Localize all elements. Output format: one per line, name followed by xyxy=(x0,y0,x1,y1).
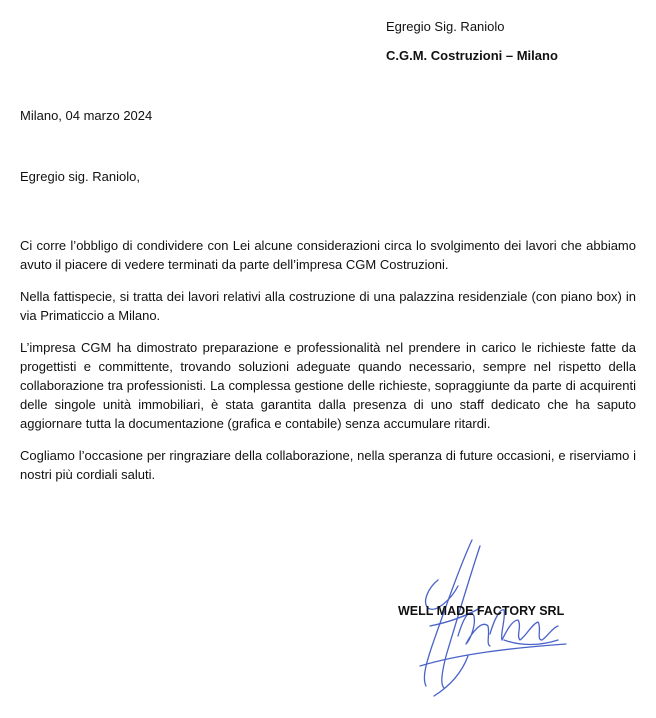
paragraph-3: L’impresa CGM ha dimostrato preparazione e professionalità nel prendere in carico le richieste fatte da progettisti e committente, trovando soluzioni adeguate quando necessario, sempre nel rispetto della collaborazione tra professionisti. La complessa gestione delle richieste, sopraggiunte da parte di acquirenti delle singole unità immobiliari, è stata garantita dalla presenza di uno staff dedicato che ha saputo aggiornare tutta la documentazione (grafica e contabile) senza accumulare ritardi. xyxy=(20,340,636,431)
recipient-name: Egregio Sig. Raniolo xyxy=(386,19,505,34)
handwritten-signature xyxy=(400,536,580,706)
salutation: Egregio sig. Raniolo, xyxy=(20,169,140,184)
paragraph-4: Cogliamo l’occasione per ringraziare della collaborazione, nella speranza di future occasioni, e riserviamo i nostri più cordiali saluti. xyxy=(20,448,636,482)
date-line: Milano, 04 marzo 2024 xyxy=(20,108,153,123)
recipient-company: C.G.M. Costruzioni – Milano xyxy=(386,48,558,63)
paragraph-2: Nella fattispecie, si tratta dei lavori relativi alla costruzione di una palazzina residenziale (con piano box) in via Primaticcio a Milano. xyxy=(20,289,636,323)
sender-name: WELL MADE FACTORY SRL xyxy=(398,604,565,618)
paragraph-1: Ci corre l’obbligo di condividere con Lei alcune considerazioni circa lo svolgimento dei lavori che abbiamo avuto il piacere di vedere terminati da parte dell’impresa CGM Costruzioni. xyxy=(20,238,636,272)
recipient-block xyxy=(386,17,558,65)
letter-body xyxy=(20,236,636,497)
